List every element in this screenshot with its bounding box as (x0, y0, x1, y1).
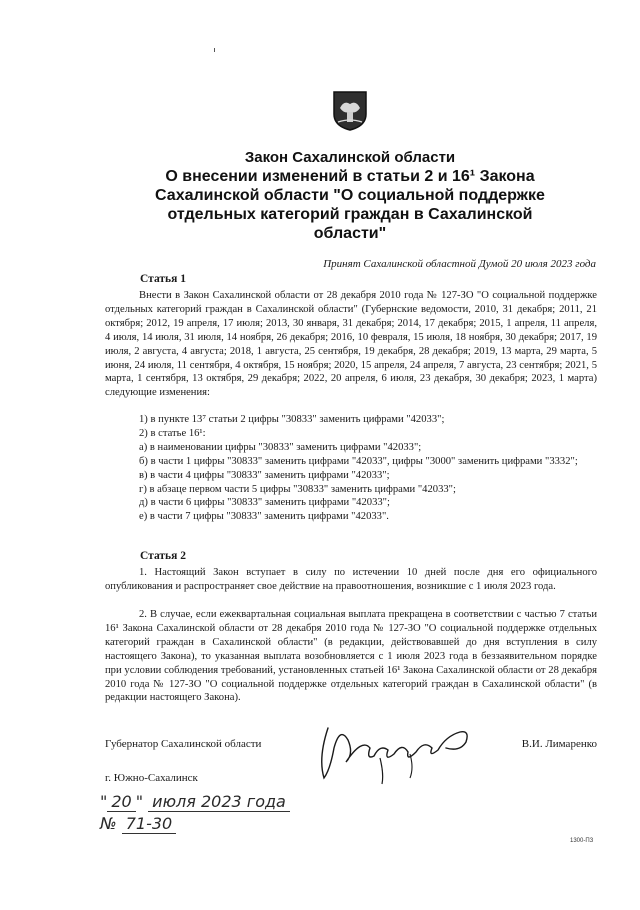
title-line-4: отдельных категорий граждан в Сахалинской (167, 206, 533, 223)
title-line-1: Закон Сахалинской области (244, 149, 456, 166)
article-2-paragraph-1 (105, 566, 597, 594)
city-name: г. Южно-Сахалинск (105, 772, 198, 784)
article-1-heading: Статья 1 (140, 273, 186, 285)
coat-of-arms-emblem (330, 88, 370, 132)
article-1-intro-text: Внести в Закон Сахалинской области от 28 декабря 2010 года № 127-ЗО "О социальной поддержке отдельных категорий граждан в Сахалинской области" (Губернские ведомости, 2010, 31 декабря; 2011, 21 октября; 2012, 19 апреля, 17 июля; 2013, 30 января, 31 декабря; 2014, 17 декабря; 2015, 1 апреля, 11 апреля, 4 июля, 14 июля, 31 июля, 14 ноября, 26 декабря; 2016, 10 февраля, 15 июля, 18 ноября, 30 декабря; 2017, 19 июля, 2 августа, 4 августа; 2018, 1 августа, 25 сентября, 19 декабря, 28 декабря; 2019, 13 марта, 29 марта, 5 июня, 24 июля, 11 сентября, 4 октября, 15 ноября; 2020, 15 апреля, 24 апреля, 7 августа, 23 сентября; 2021, 5 марта, 1 сентября, 13 октября, 29 декабря; 2022, 20 апреля, 6 июля, 23 декабря, 30 декабря; 2023, 1 марта) следующие изменения: (105, 290, 597, 399)
date-quote-close: " (135, 792, 144, 811)
adoption-note: Принят Сахалинской областной Думой 20 июля 2023 года (323, 258, 596, 270)
number-value: 71-30 (122, 814, 177, 834)
article-1-intro (105, 289, 597, 400)
list-item: д) в части 6 цифры "30833" заменить цифрами "42033"; (139, 497, 390, 509)
article-1-items (105, 413, 597, 524)
article-2-paragraph-2 (105, 608, 597, 705)
article-2-p2-text: 2. В случае, если ежеквартальная социальная выплата прекращена в соответствии с частью 7 статьи 16¹ Закона Сахалинской области от 28 декабря 2010 года № 127-ЗО "О социальной поддержке отдельных категорий граждан в Сахалинской области" (в редакции, действовавшей до дня вступления в силу настоящего Закона), то указанная выплата возобновляется с 1 июля 2023 года в беззаявительном порядке при условии соблюдения требований, установленных статьей 16¹ Закона Сахалинской области от 28 декабря 2010 года № 127-ЗО "О социальной поддержке отдельных категорий граждан в Сахалинской области" (в редакции настоящего Закона). (105, 609, 597, 704)
number-sign: № (100, 814, 117, 833)
list-item-text: б) в части 1 цифры "30833" заменить цифрами "42033", цифры "3000" заменить цифрами "3332"; (139, 455, 578, 467)
list-item: в) в части 4 цифры "30833" заменить цифрами "42033"; (139, 469, 390, 481)
list-item (105, 455, 597, 469)
list-item: а) в наименовании цифры "30833" заменить цифрами "42033"; (139, 441, 422, 453)
handwritten-date (100, 792, 290, 811)
governor-title: Губернатор Сахалинской области (105, 738, 262, 750)
article-2-p1-text: 1. Настоящий Закон вступает в силу по истечении 10 дней после дня его официального опубликования и распространяет свое действие на правоотношения, возникшие с 1 июля 2023 года. (105, 567, 597, 592)
handwritten-signature (310, 718, 480, 788)
list-item: 1) в пункте 13⁷ статьи 2 цифры "30833" заменить цифрами "42033"; (139, 414, 445, 425)
date-month-year: июля 2023 года (148, 792, 290, 812)
scan-mark (214, 48, 215, 52)
date-quote-open: " (100, 792, 108, 811)
title-line-2: О внесении изменений в статьи 2 и 16¹ Закона (165, 168, 535, 185)
law-number (100, 814, 176, 833)
title-line-5: области" (313, 225, 387, 242)
list-item: 2) в статье 16¹: (139, 427, 206, 439)
title-line-3: Сахалинской области "О социальной поддержке (155, 187, 545, 204)
date-day: 20 (107, 792, 135, 812)
list-item: е) в части 7 цифры "30833" заменить цифрами "42033". (139, 511, 389, 523)
article-2-heading: Статья 2 (140, 550, 186, 562)
governor-name: В.И. Лимаренко (521, 738, 597, 750)
list-item: г) в абзаце первом части 5 цифры "30833" заменить цифрами "42033"; (139, 483, 456, 495)
document-reference-code: 1300-ПЗ (570, 838, 594, 844)
law-title (100, 148, 600, 243)
